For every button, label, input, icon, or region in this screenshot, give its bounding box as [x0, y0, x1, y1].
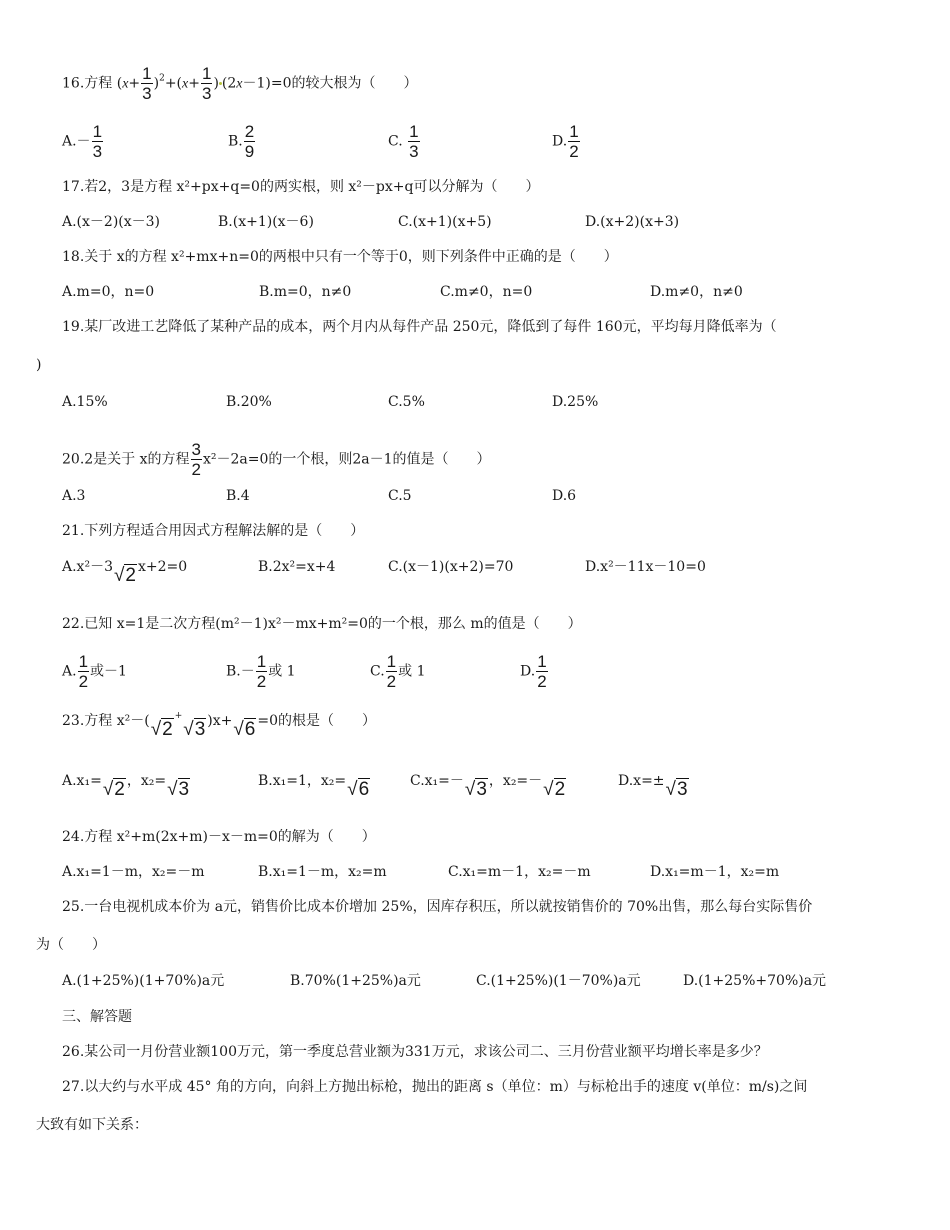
q24-option-c: C.x₁=m－1，x₂=－m — [448, 864, 591, 880]
q17-option-c: C.(x+1)(x+5) — [398, 214, 492, 230]
q16-option-c: C. $\frac{1}{3}$ — [388, 122, 419, 161]
q25-option-b: B.70%(1+25%)a元 — [290, 973, 421, 989]
q21-option-b: B.2x²=x+4 — [258, 559, 336, 575]
q22-option-a: A. $\frac{1}{2}$ 或－1 — [62, 652, 127, 691]
q25-stem-line1: 25.一台电视机成本价为 a元，销售价比成本价增加 25%，因库存积压，所以就按销售价的 70%出售，那么每台实际售价 — [62, 899, 813, 915]
q18-stem: 18.关于 x的方程 x²+mx+n=0的两根中只有一个等于0，则下列条件中正确的是（ ） — [62, 249, 618, 265]
q25-stem-line2: 为（ ） — [36, 937, 106, 953]
sqrt-two: √2 — [113, 565, 136, 586]
q20-option-a: A.3 — [62, 488, 86, 504]
q19-option-c: C.5% — [388, 394, 425, 410]
q16-option-a: A.－ $\frac{1}{3}$ — [62, 122, 103, 161]
q18-option-a: A.m=0，n=0 — [62, 284, 155, 300]
q17-option-d: D.(x+2)(x+3) — [585, 214, 680, 230]
q22-option-b: B.－ $\frac{1}{2}$ 或 1 — [226, 652, 296, 691]
q18-option-b: B.m=0，n≠0 — [259, 284, 352, 300]
q27-stem-line2: 大致有如下关系： — [36, 1117, 148, 1133]
q23-option-b: B.x₁=1，x₂=√6 — [258, 773, 370, 800]
q25-option-d: D.(1+25%+70%)a元 — [683, 973, 827, 989]
q16-stem: 16.方程 (x+ $\frac{1}{3}$ )$^2$+(x+ $\frac{1}{3}$ ) (2x－1)=0的较大根为（ ） — [62, 64, 418, 103]
q23-option-c: C.x₁=－√3 ，x₂=－√2 — [410, 773, 566, 800]
q20-option-b: B.4 — [226, 488, 250, 504]
q23-option-a: A.x₁=√2 ，x₂=√3 — [62, 773, 190, 800]
q21-option-c: C.(x－1)(x+2)=70 — [388, 559, 514, 575]
q17-stem: 17.若2，3是方程 x²+px+q=0的两实根，则 x²－px+q可以分解为（ ） — [62, 179, 540, 195]
q25-option-c: C.(1+25%)(1－70%)a元 — [476, 973, 641, 989]
q22-option-c: C. $\frac{1}{2}$ 或 1 — [370, 652, 426, 691]
q24-stem: 24.方程 x²+m(2x+m)－x－m=0的解为（ ） — [62, 829, 376, 845]
q27-stem-line1: 27.以大约与水平成 45° 角的方向，向斜上方抛出标枪，抛出的距离 s（单位：m）与标枪出手的速度 v(单位：m/s)之间 — [62, 1079, 808, 1095]
q22-option-d: D. $\frac{1}{2}$ — [520, 652, 547, 691]
q19-stem-line2: ) — [36, 357, 42, 373]
q24-option-b: B.x₁=1－m，x₂=m — [258, 864, 387, 880]
fraction-three-halves: $\frac{3}{2}$ — [191, 440, 201, 479]
q19-stem-line1: 19.某厂改进工艺降低了某种产品的成本，两个月内从每件产品 250元，降低到了每件 160元，平均每月降低率为（ — [62, 319, 777, 335]
q16-option-b: B. $\frac{2}{9}$ — [228, 122, 255, 161]
q24-option-d: D.x₁=m－1，x₂=m — [650, 864, 780, 880]
q19-option-a: A.15% — [62, 394, 108, 410]
q20-stem: 20.2是关于 x的方程 $\frac{3}{2}$ x²－2a=0的一个根，则2a－1的值是（ ） — [62, 440, 491, 479]
q17-option-a: A.(x－2)(x－3) — [62, 214, 161, 230]
q18-option-c: C.m≠0，n=0 — [440, 284, 533, 300]
q26-stem: 26.某公司一月份营业额100万元，第一季度总营业额为331万元，求该公司二、三月份营业额平均增长率是多少？ — [62, 1044, 768, 1060]
q16-option-d: D. $\frac{1}{2}$ — [552, 122, 579, 161]
q21-option-d: D.x²－11x－10=0 — [585, 559, 706, 575]
q23-stem: 23.方程 x²－(√2+√3 )x+√6 =0的根是（ ） — [62, 711, 377, 740]
fraction-one-third: $\frac{1}{3}$ — [142, 64, 152, 103]
q20-option-d: D.6 — [552, 488, 577, 504]
q19-option-d: D.25% — [552, 394, 599, 410]
q23-option-d: D.x=±√3 — [618, 773, 688, 800]
q25-option-a: A.(1+25%)(1+70%)a元 — [62, 973, 225, 989]
q19-option-b: B.20% — [226, 394, 272, 410]
q17-option-b: B.(x+1)(x－6) — [218, 214, 314, 230]
q18-option-d: D.m≠0，n≠0 — [650, 284, 743, 300]
q24-option-a: A.x₁=1－m，x₂=－m — [62, 864, 205, 880]
q21-stem: 21.下列方程适合用因式方程解法解的是（ ） — [62, 523, 365, 539]
fraction-one-third: $\frac{1}{3}$ — [201, 64, 212, 103]
q21-option-a: A.x²－3√2 x+2=0 — [62, 559, 188, 586]
section-heading: 三、解答题 — [62, 1009, 132, 1025]
q20-option-c: C.5 — [388, 488, 412, 504]
q22-stem: 22.已知 x=1是二次方程(m²－1)x²－mx+m²=0的一个根，那么 m的值是（ ） — [62, 616, 582, 632]
